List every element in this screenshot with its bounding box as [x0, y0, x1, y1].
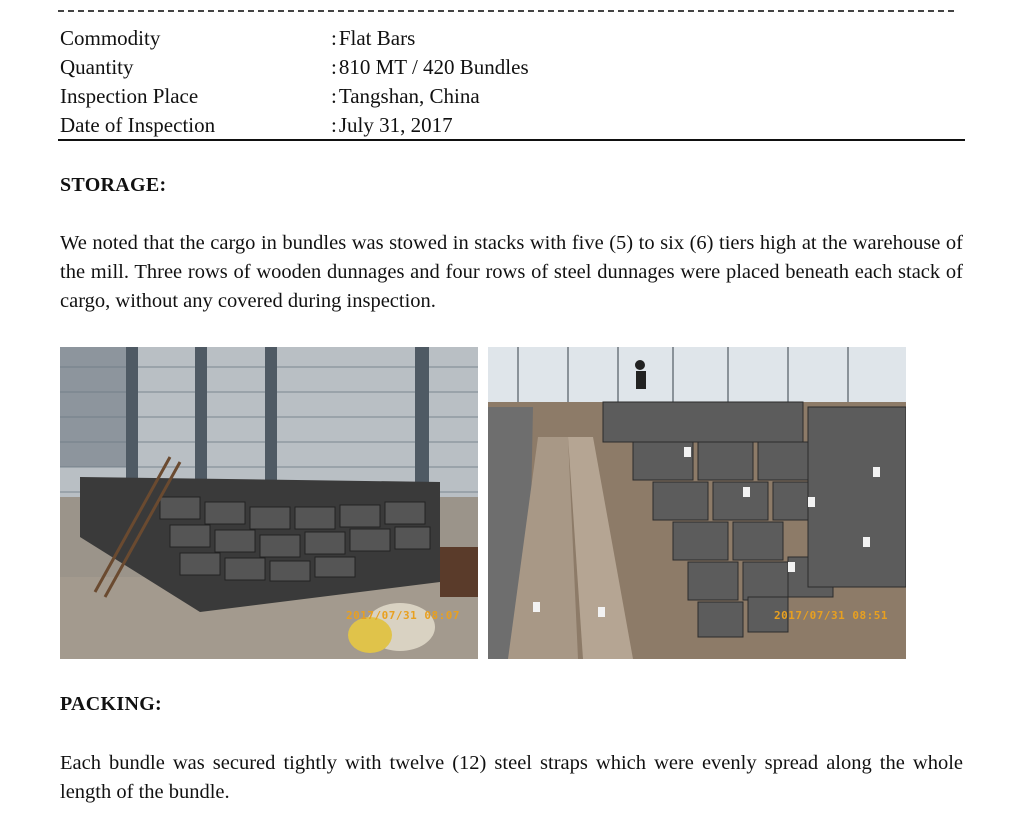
info-value: July 31, 2017	[338, 113, 453, 137]
table-bottom-rule	[58, 139, 965, 141]
packing-paragraph: Each bundle was secured tightly with twelve (12) steel straps which were evenly spread along the whole length of the bundle.	[60, 752, 963, 803]
info-row-quantity	[60, 53, 965, 82]
info-value: Flat Bars	[338, 26, 416, 50]
info-row-date	[60, 111, 965, 140]
colon: :	[331, 55, 337, 79]
storage-paragraph: We noted that the cargo in bundles was stowed in stacks with five (5) to six (6) tiers high at the warehouse of the mill. Three rows of wooden dunnages and four rows of steel dunnages were placed beneath each stack of cargo, without any covered during inspection.	[60, 232, 963, 312]
info-row-commodity	[60, 24, 965, 53]
inspection-info-table	[60, 24, 965, 140]
info-row-inspection-place	[60, 82, 965, 111]
packing-heading: PACKING:	[60, 693, 163, 715]
storage-photo-bundles	[488, 347, 906, 659]
colon: :	[331, 84, 337, 108]
storage-heading: STORAGE:	[60, 174, 167, 196]
colon: :	[331, 113, 337, 137]
colon: :	[331, 26, 337, 50]
photo-timestamp: 2017/07/31 08:51	[774, 609, 888, 622]
info-label: Commodity	[60, 26, 161, 50]
info-label: Date of Inspection	[60, 113, 216, 137]
info-label: Inspection Place	[60, 84, 199, 108]
info-value: Tangshan, China	[338, 84, 480, 108]
info-value: 810 MT / 420 Bundles	[338, 55, 529, 79]
photo-timestamp: 2017/07/31 08:07	[346, 609, 460, 622]
storage-photo-warehouse	[60, 347, 478, 659]
top-dashed-divider	[58, 10, 954, 12]
info-label: Quantity	[60, 55, 134, 79]
